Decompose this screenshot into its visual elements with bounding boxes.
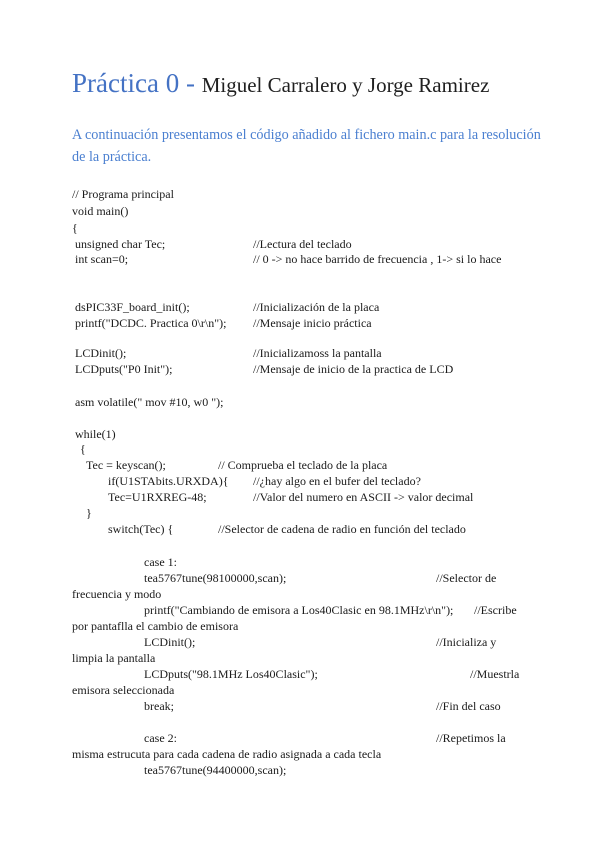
code-comment: //Escribe — [474, 603, 517, 617]
code-line: { — [80, 442, 86, 456]
code-comment-wrap: limpia la pantalla — [72, 651, 156, 665]
code-comment: //Inicializa y — [436, 635, 497, 649]
code-line: while(1) — [75, 427, 116, 441]
code-comment: //Selector de cadena de radio en función del teclado — [218, 522, 466, 536]
code-line: } — [86, 506, 92, 520]
code-comment: //Repetimos la — [436, 731, 506, 745]
code-comment-wrap: por pantaflla el cambio de emisora — [72, 619, 239, 633]
code-line: void main() — [72, 204, 129, 218]
code-line: printf("DCDC. Practica 0\r\n"); — [75, 316, 227, 330]
code-line: LCDinit(); — [75, 346, 127, 360]
code-line: tea5767tune(94400000,scan); — [144, 763, 287, 777]
code-comment: //Mensaje de inicio de la practica de LCD — [253, 362, 454, 376]
code-line: case 1: — [144, 555, 177, 569]
code-comment: //Inicialización de la placa — [253, 300, 380, 314]
code-line: case 2: — [144, 731, 177, 745]
title-practice: Práctica 0 — [72, 68, 180, 98]
intro-paragraph: A continuación presentamos el código añadido al fichero main.c para la resolución de la práctica. — [72, 127, 541, 165]
code-line: LCDputs("98.1MHz Los40Clasic"); — [144, 667, 318, 681]
code-line: unsigned char Tec; — [75, 237, 166, 251]
code-comment: //Lectura del teclado — [253, 237, 352, 251]
code-line: switch(Tec) { — [108, 522, 174, 536]
code-comment-wrap: emisora seleccionada — [72, 683, 175, 697]
code-comment: //Valor del numero en ASCII -> valor decimal — [253, 490, 474, 504]
code-comment: //¿hay algo en el bufer del teclado? — [253, 474, 421, 488]
code-comment-wrap: misma estrucuta para cada cadena de radio asignada a cada tecla — [72, 747, 382, 761]
code-comment: //Mensaje inicio práctica — [253, 316, 372, 330]
code-line: dsPIC33F_board_init(); — [75, 300, 190, 314]
code-comment: //Fin del caso — [436, 699, 501, 713]
title-separator: - — [179, 68, 202, 98]
code-line: break; — [144, 699, 174, 713]
code-line: // Programa principal — [72, 187, 174, 201]
code-line: LCDputs("P0 Init"); — [75, 362, 173, 376]
code-comment: //Muestrla — [470, 667, 520, 681]
code-comment: // Comprueba el teclado de la placa — [218, 458, 388, 472]
code-comment: //Inicializamoss la pantalla — [253, 346, 382, 360]
code-comment-wrap: frecuencia y modo — [72, 587, 162, 601]
code-line: if(U1STAbits.URXDA){ — [108, 474, 229, 488]
title-authors: Miguel Carralero y Jorge Ramirez — [201, 73, 490, 97]
code-line: asm volatile(" mov #10, w0 "); — [75, 395, 224, 409]
code-comment: //Selector de — [436, 571, 497, 585]
document-title — [72, 68, 489, 99]
code-line: LCDinit(); — [144, 635, 196, 649]
code-line: printf("Cambiando de emisora a Los40Clasic en 98.1MHz\r\n"); — [144, 603, 454, 617]
code-comment: // 0 -> no hace barrido de frecuencia , 1-> si lo hace — [253, 252, 502, 266]
code-line: Tec=U1RXREG-48; — [108, 490, 207, 504]
code-line: { — [72, 221, 78, 235]
code-line: tea5767tune(98100000,scan); — [144, 571, 287, 585]
code-line: Tec = keyscan(); — [86, 458, 166, 472]
code-line: int scan=0; — [75, 252, 129, 266]
